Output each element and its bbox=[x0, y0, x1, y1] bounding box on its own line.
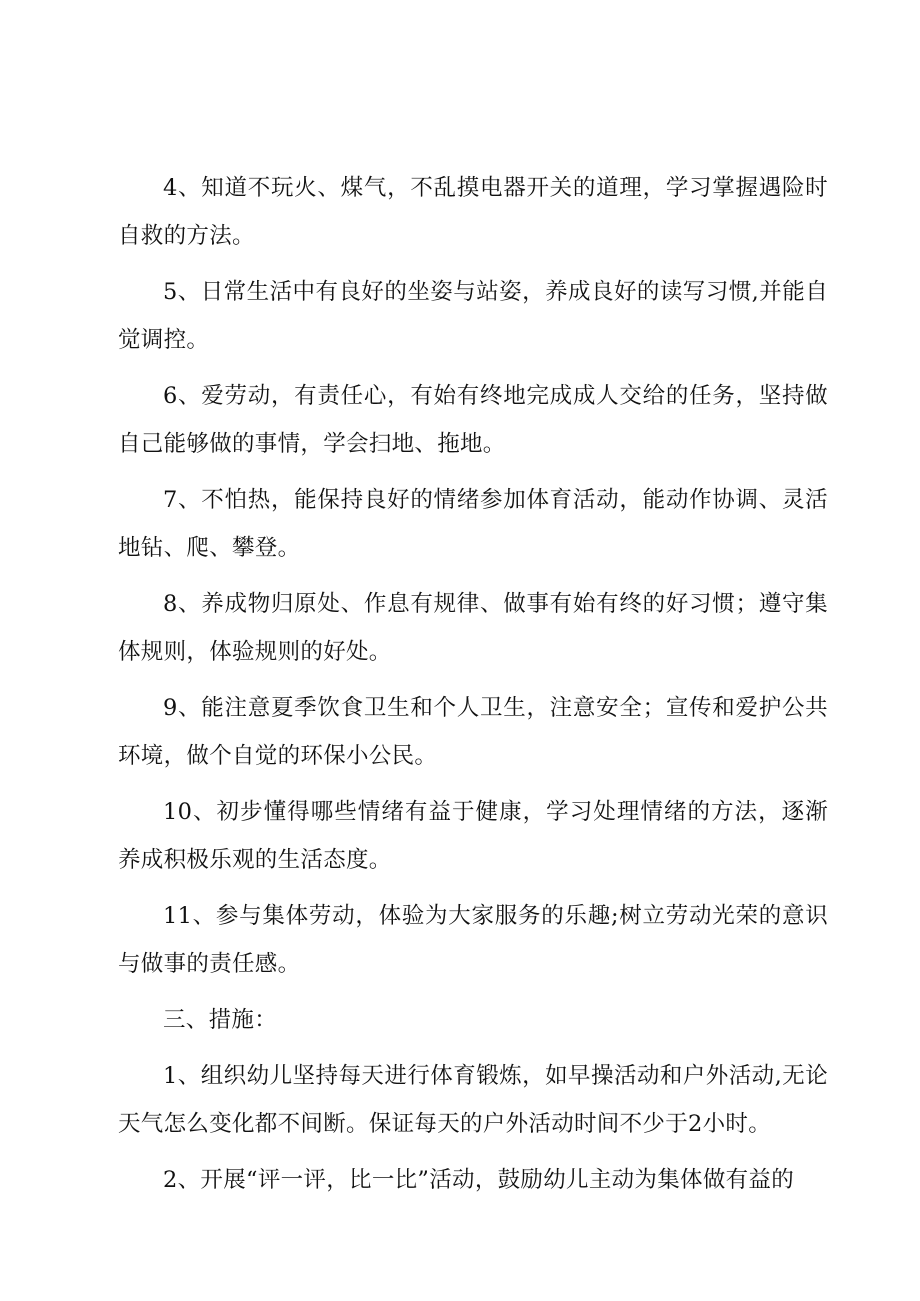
paragraph-item-7: 7、不怕热，能保持良好的情绪参加体育活动，能动作协调、灵活地钻、爬、攀登。 bbox=[118, 487, 828, 561]
paragraph-item-11: 11、参与集体劳动，体验为大家服务的乐趣;树立劳动光荣的意识与做事的责任感。 bbox=[118, 903, 828, 977]
paragraph-item-8: 8、养成物归原处、作息有规律、做事有始有终的好习惯；遵守集体规则，体验规则的好处。 bbox=[118, 591, 828, 665]
paragraph-item-5: 5、日常生活中有良好的坐姿与站姿，养成良好的读写习惯,并能自觉调控。 bbox=[118, 279, 828, 353]
paragraph-item-9: 9、能注意夏季饮食卫生和个人卫生，注意安全；宣传和爱护公共环境，做个自觉的环保小公民。 bbox=[118, 695, 828, 769]
paragraph-item-6: 6、爱劳动，有责任心，有始有终地完成成人交给的任务，坚持做自己能够做的事情，学会扫地、拖地。 bbox=[118, 383, 828, 457]
measure-item-1: 1、组织幼儿坚持每天进行体育锻炼，如早操活动和户外活动,无论天气怎么变化都不间断。保证每天的户外活动时间不少于2小时。 bbox=[118, 1063, 828, 1137]
measure-item-2: 2、开展“评一评，比一比”活动，鼓励幼儿主动为集体做有益的 bbox=[163, 1167, 795, 1193]
document-body bbox=[118, 164, 828, 1212]
paragraph-item-10: 10、初步懂得哪些情绪有益于健康，学习处理情绪的方法，逐渐养成积极乐观的生活态度。 bbox=[118, 799, 828, 873]
section-heading-measures: 三、措施： bbox=[163, 1007, 278, 1033]
paragraph-item-4: 4、知道不玩火、煤气，不乱摸电器开关的道理，学习掌握遇险时自救的方法。 bbox=[118, 175, 828, 249]
